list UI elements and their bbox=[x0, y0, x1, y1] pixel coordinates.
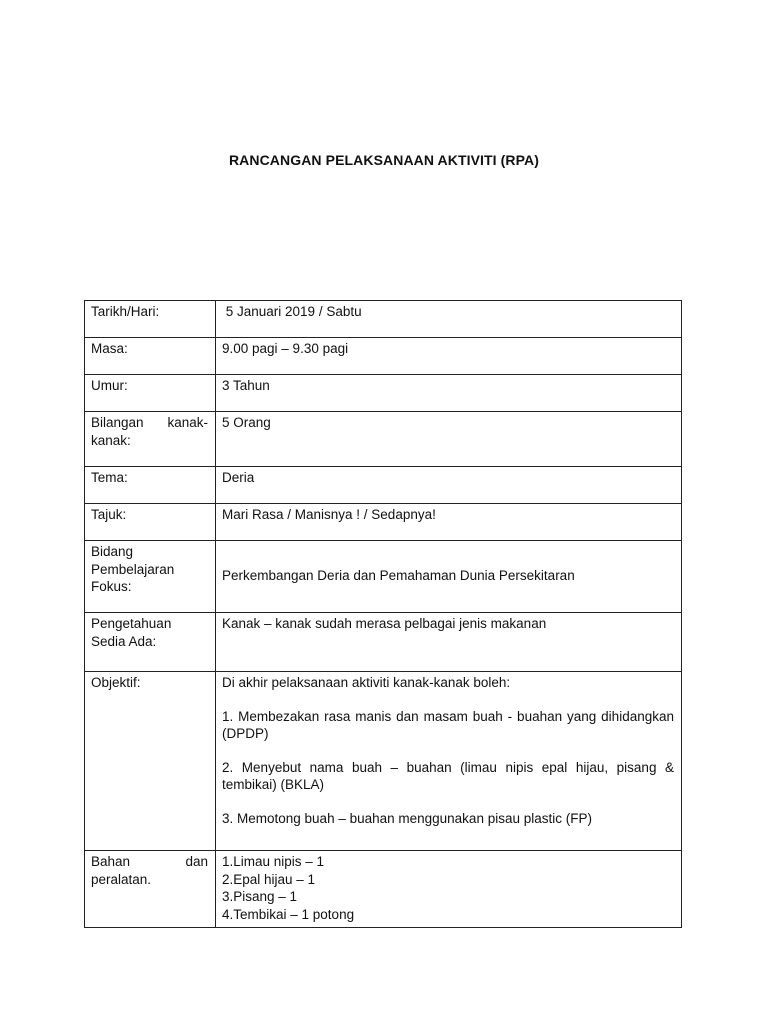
pengetahuan-label-line-1: Pengetahuan bbox=[91, 616, 172, 631]
bilangan-value: 5 Orang bbox=[216, 412, 682, 467]
table-row-umur bbox=[85, 375, 682, 412]
pengetahuan-value: Kanak – kanak sudah merasa pelbagai jenis makanan bbox=[216, 613, 682, 672]
tarikh-label: Tarikh/Hari: bbox=[85, 301, 216, 338]
tarikh-value: 5 Januari 2019 / Sabtu bbox=[216, 301, 682, 338]
tajuk-value: Mari Rasa / Manisnya ! / Sedapnya! bbox=[216, 504, 682, 541]
bidang-label-line-3: Fokus: bbox=[91, 579, 132, 594]
objektif-label: Objektif: bbox=[85, 672, 216, 851]
bahan-label-line-2: peralatan. bbox=[91, 871, 152, 887]
bilangan-label-line-1: Bilangan kanak- bbox=[91, 415, 208, 430]
umur-value: 3 Tahun bbox=[216, 375, 682, 412]
table-row-objektif bbox=[85, 672, 682, 851]
masa-value: 9.00 pagi – 9.30 pagi bbox=[216, 338, 682, 375]
bilangan-label-line-2: kanak: bbox=[91, 432, 131, 448]
bidang-label-line-1: Bidang bbox=[91, 544, 134, 559]
bahan-item-2: 2.Epal hijau – 1 bbox=[222, 871, 316, 887]
tajuk-label: Tajuk: bbox=[85, 504, 216, 541]
objektif-item-2: 2. Menyebut nama buah – buahan (limau nipis epal hijau, pisang & tembikai) (BKLA) bbox=[222, 759, 674, 792]
pengetahuan-label-line-2: Sedia Ada: bbox=[91, 633, 157, 649]
bahan-label bbox=[85, 851, 216, 928]
bidang-label bbox=[85, 541, 216, 613]
bahan-label-line-1: Bahan dan bbox=[91, 854, 208, 869]
objektif-item-3: 3. Memotong buah – buahan menggunakan pisau plastic (FP) bbox=[222, 810, 592, 826]
table-row-bahan bbox=[85, 851, 682, 928]
page-title: RANCANGAN PELAKSANAAN AKTIVITI (RPA) bbox=[228, 152, 540, 168]
bidang-value: Perkembangan Deria dan Pemahaman Dunia Persekitaran bbox=[216, 541, 682, 613]
masa-label: Masa: bbox=[85, 338, 216, 375]
tema-label: Tema: bbox=[85, 467, 216, 504]
table-row-bidang bbox=[85, 541, 682, 613]
objektif-item-1: 1. Membezakan rasa manis dan masam buah - buahan yang dihidangkan (DPDP) bbox=[222, 708, 674, 741]
bahan-value bbox=[216, 851, 682, 928]
umur-label: Umur: bbox=[85, 375, 216, 412]
bahan-item-3: 3.Pisang – 1 bbox=[222, 889, 298, 904]
bilangan-label bbox=[85, 412, 216, 467]
table-row-pengetahuan bbox=[85, 613, 682, 672]
table-row-bilangan bbox=[85, 412, 682, 467]
tema-value: Deria bbox=[216, 467, 682, 504]
objektif-intro: Di akhir pelaksanaan aktiviti kanak-kanak boleh: bbox=[222, 675, 511, 690]
pengetahuan-label bbox=[85, 613, 216, 672]
bahan-item-4: 4.Tembikai – 1 potong bbox=[222, 906, 355, 922]
rpa-table bbox=[84, 300, 682, 928]
table-row-tajuk bbox=[85, 504, 682, 541]
objektif-value bbox=[216, 672, 682, 851]
table-row-masa bbox=[85, 338, 682, 375]
table-row-tarikh bbox=[85, 301, 682, 338]
bidang-label-line-2: Pembelajaran bbox=[91, 561, 175, 577]
bahan-item-1: 1.Limau nipis – 1 bbox=[222, 854, 325, 869]
table-row-tema bbox=[85, 467, 682, 504]
